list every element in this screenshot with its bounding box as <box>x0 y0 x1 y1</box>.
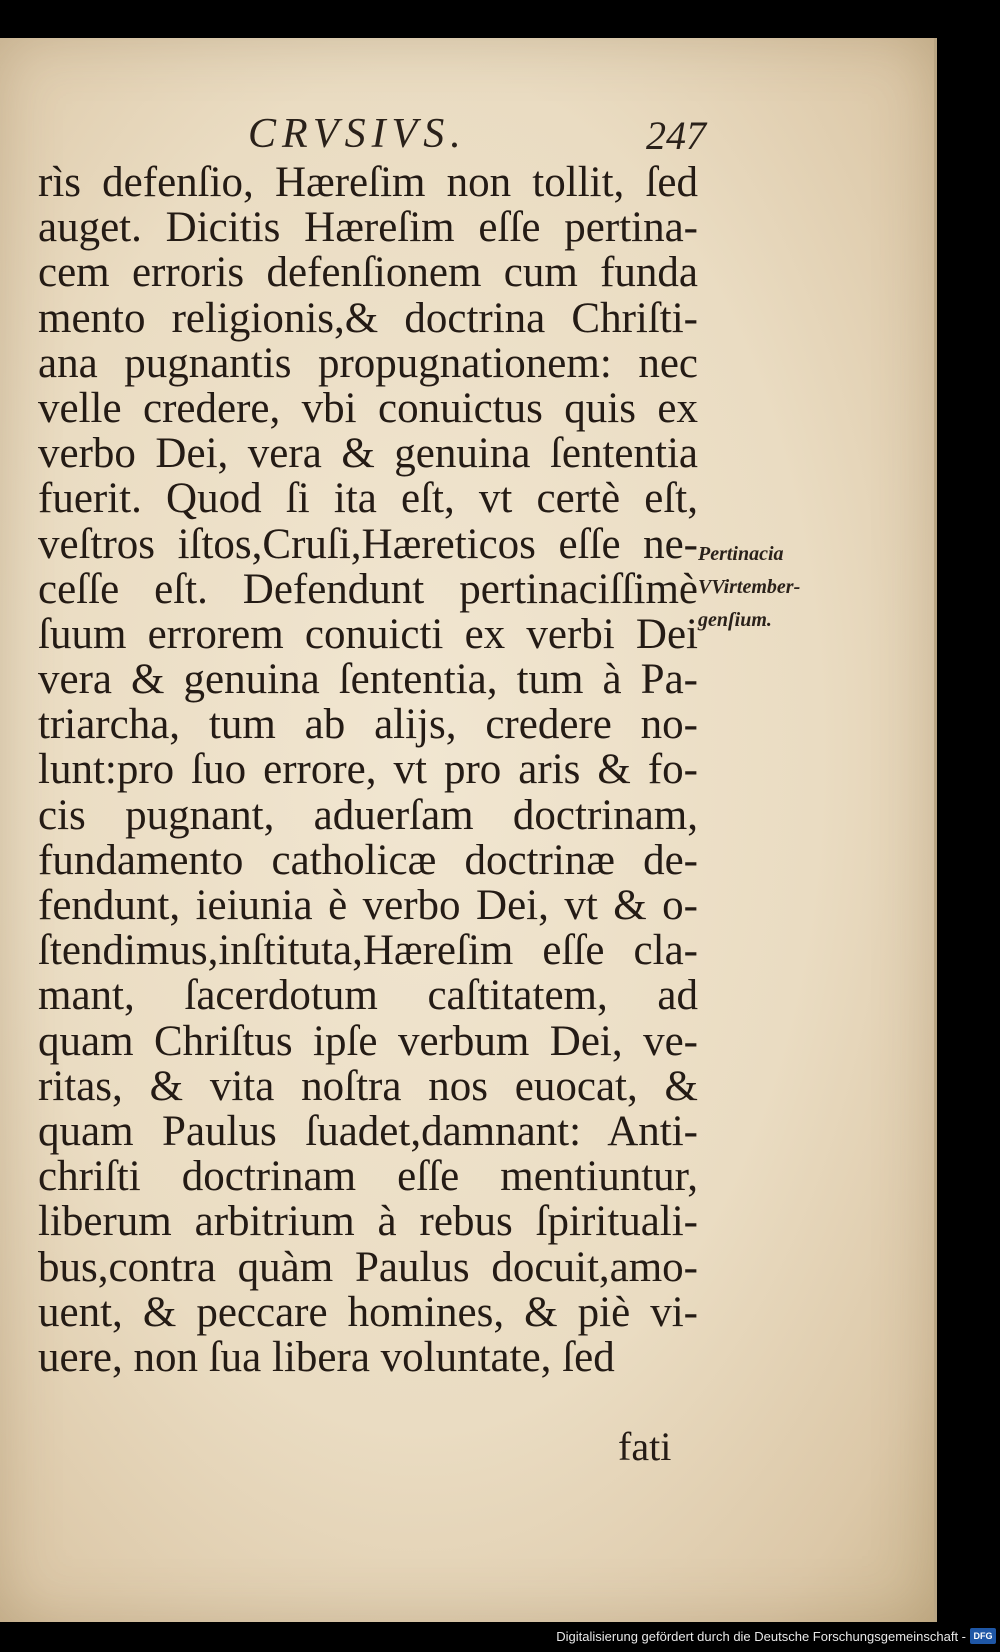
dfg-logo: DFG <box>970 1628 996 1644</box>
page-number: 247 <box>646 113 706 158</box>
text-line: bus,contra quàm Paulus docuit,amo- <box>38 1243 698 1291</box>
text-line: velle credere, vbi conuictus quis ex <box>38 384 698 432</box>
text-line: mento religionis,& doctrina Chriſti- <box>38 294 698 342</box>
marginal-note-line: Pertinacia <box>698 543 784 565</box>
text-line: ſtendimus,inſtituta,Hæreſim eſſe cla- <box>38 927 698 975</box>
text-line: chriſti doctrinam eſſe mentiuntur, <box>38 1153 698 1201</box>
text-line: veſtros iſtos,Cruſi,Hæreticos eſſe ne- <box>38 520 698 568</box>
text-line: verbo Dei, vera & genuina ſententia <box>38 430 698 478</box>
digitization-footer <box>0 1622 1000 1652</box>
funding-credit: Digitalisierung gefördert durch die Deutsche Forschungsgemeinschaft - <box>556 1629 966 1644</box>
text-line: ceſſe eſt. Defendunt pertinaciſſimè <box>38 565 698 613</box>
running-title: CRVSIVS. <box>248 111 467 157</box>
text-line: triarcha, tum ab alijs, credere no- <box>38 701 698 749</box>
text-line: fundamento catholicæ doctrinæ de- <box>38 836 698 884</box>
marginal-note <box>698 538 800 637</box>
text-line: quam Paulus ſuadet,damnant: Anti- <box>38 1107 698 1155</box>
text-line: cis pugnant, aduerſam doctrinam, <box>38 791 698 839</box>
book-page <box>0 38 937 1622</box>
text-line: quam Chriſtus ipſe verbum Dei, ve- <box>38 1017 698 1065</box>
text-line: auget. Dicitis Hæreſim eſſe pertina- <box>38 204 698 252</box>
text-line: cem erroris defenſionem cum funda <box>38 249 698 297</box>
text-line: liberum arbitrium à rebus ſpirituali- <box>38 1198 698 1246</box>
main-text <box>38 160 698 1380</box>
marginal-note-line: genſium. <box>698 609 772 631</box>
catchword: fati <box>618 1424 672 1469</box>
text-line: ritas, & vita noſtra nos euocat, & <box>38 1062 698 1110</box>
text-line: uent, & peccare homines, & piè vi- <box>38 1288 698 1336</box>
text-line: lunt:pro ſuo errore, vt pro aris & fo- <box>38 746 698 794</box>
marginal-note-line: VVirtember- <box>698 576 801 598</box>
text-line: fendunt, ieiunia è verbo Dei, vt & o- <box>38 882 698 929</box>
text-line: uere, non ſua libera voluntate, ſed <box>38 1333 615 1381</box>
text-line: ana pugnantis propugnationem: nec <box>38 339 698 387</box>
text-line: rìs defenſio, Hæreſim non tollit, ſed <box>38 159 698 206</box>
text-line: ſuum errorem conuicti ex verbi Dei <box>38 610 698 658</box>
text-line: fuerit. Quod ſi ita eſt, vt certè eſt, <box>38 475 698 523</box>
text-line: mant, ſacerdotum caſtitatem, ad <box>38 972 698 1020</box>
text-line: vera & genuina ſententia, tum à Pa- <box>38 656 698 704</box>
